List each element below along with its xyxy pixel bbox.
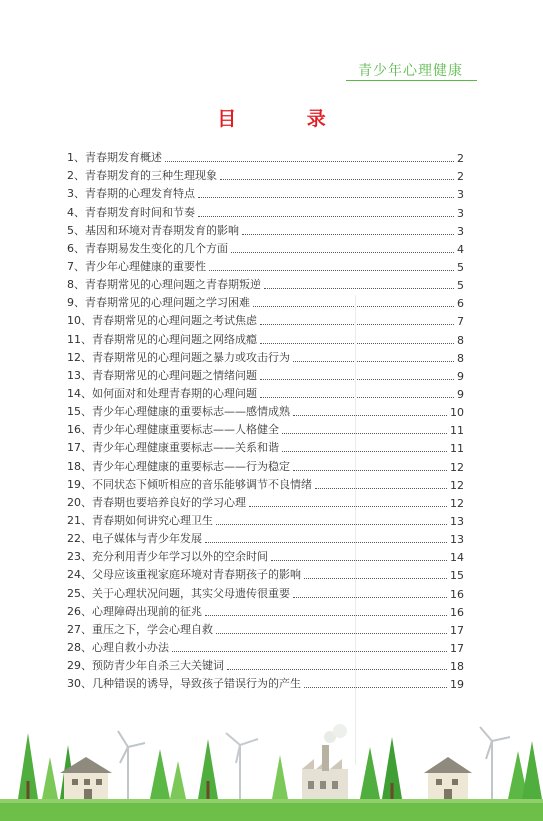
toc-item-number: 8、 xyxy=(67,278,85,292)
toc-item-number: 18、 xyxy=(67,459,92,473)
toc-item-leader xyxy=(315,488,447,489)
toc-item-title: 心理自救小办法 xyxy=(92,640,169,654)
toc-item-number: 23、 xyxy=(67,550,92,564)
toc-item-leader xyxy=(260,343,454,344)
toc-item-title: 青春期常见的心理问题之青春期叛逆 xyxy=(85,278,261,292)
toc-item-leader xyxy=(205,542,447,543)
toc-item-page: 6 xyxy=(457,297,464,311)
toc-item-leader xyxy=(198,216,454,217)
toc-item xyxy=(67,564,464,582)
toc-item-title: 青春期的心理发育特点 xyxy=(85,187,195,201)
toc-item-title: 青春期发育时间和节奏 xyxy=(85,205,195,219)
toc-item-number: 30、 xyxy=(67,677,92,691)
toc-item xyxy=(67,637,464,655)
toc-item-title: 基因和环境对青春期发育的影响 xyxy=(85,223,239,237)
toc-item-number: 12、 xyxy=(67,350,92,364)
toc-item-title: 心理障碍出现前的征兆 xyxy=(92,604,202,618)
toc-item xyxy=(67,383,464,401)
toc-item-page: 10 xyxy=(450,406,464,420)
toc-item-title: 父母应该重视家庭环境对青春期孩子的影响 xyxy=(92,568,301,582)
toc-item-leader xyxy=(205,615,447,616)
toc-list xyxy=(67,147,464,691)
toc-item-title: 青少年心理健康的重要性 xyxy=(85,259,206,273)
toc-item-leader xyxy=(271,560,447,561)
toc-item-leader xyxy=(242,234,454,235)
toc-item-page: 11 xyxy=(450,442,464,456)
toc-item-title: 青春期易发生变化的几个方面 xyxy=(85,241,228,255)
toc-item-title: 青春期常见的心理问题之考试焦虑 xyxy=(92,314,257,328)
toc-item-leader xyxy=(216,524,447,525)
toc-item-leader xyxy=(264,288,454,289)
toc-item-title: 预防青少年自杀三大关键词 xyxy=(92,659,224,673)
toc-item xyxy=(67,201,464,219)
toc-item-page: 17 xyxy=(450,641,464,655)
toc-item xyxy=(67,165,464,183)
toc-item-leader xyxy=(282,451,447,452)
toc-item-number: 24、 xyxy=(67,568,92,582)
toc-item-number: 26、 xyxy=(67,604,92,618)
toc-item xyxy=(67,455,464,473)
toc-item-page: 4 xyxy=(457,242,464,256)
toc-item xyxy=(67,492,464,510)
toc-item-number: 22、 xyxy=(67,532,92,546)
toc-item-number: 2、 xyxy=(67,169,85,183)
toc-item-number: 17、 xyxy=(67,441,92,455)
toc-item-page: 11 xyxy=(450,424,464,438)
toc-item-page: 8 xyxy=(457,333,464,347)
toc-item-number: 1、 xyxy=(67,151,85,165)
ground-stripe xyxy=(0,799,543,803)
toc-item-page: 9 xyxy=(457,369,464,383)
toc-item-leader xyxy=(260,324,454,325)
toc-item xyxy=(67,183,464,201)
toc-item-leader xyxy=(172,651,447,652)
toc-item-leader xyxy=(282,433,447,434)
toc-item-title: 青春期发育的三种生理现象 xyxy=(85,169,217,183)
toc-item-page: 19 xyxy=(450,678,464,692)
toc-item-title: 关于心理状况问题，其实父母遗传很重要 xyxy=(92,586,290,600)
toc-item xyxy=(67,274,464,292)
toc-item-page: 12 xyxy=(450,496,464,510)
toc-item-leader xyxy=(249,506,447,507)
toc-item-leader xyxy=(293,361,454,362)
toc-item-leader xyxy=(293,597,447,598)
toc-item-title: 青少年心理健康重要标志——人格健全 xyxy=(92,423,279,437)
toc-item xyxy=(67,310,464,328)
header-title: 青少年心理健康 xyxy=(358,63,463,79)
toc-item-page: 18 xyxy=(450,660,464,674)
toc-item-leader xyxy=(260,397,454,398)
toc-item-page: 17 xyxy=(450,623,464,637)
toc-item-number: 29、 xyxy=(67,659,92,673)
toc-item-page: 9 xyxy=(457,387,464,401)
toc-item-title: 青春期常见的心理问题之学习困难 xyxy=(85,296,250,310)
toc-item xyxy=(67,655,464,673)
toc-item-title: 重压之下，学会心理自救 xyxy=(92,622,213,636)
toc-item-number: 9、 xyxy=(67,296,85,310)
toc-item xyxy=(67,147,464,165)
toc-item-number: 14、 xyxy=(67,386,92,400)
toc-item-number: 20、 xyxy=(67,495,92,509)
toc-item-page: 3 xyxy=(457,188,464,202)
toc-item-leader xyxy=(220,179,454,180)
toc-item-number: 3、 xyxy=(67,187,85,201)
toc-item-page: 16 xyxy=(450,605,464,619)
toc-item xyxy=(67,365,464,383)
landscape-illustration xyxy=(0,711,543,821)
toc-item-number: 28、 xyxy=(67,640,92,654)
windmill-left xyxy=(118,731,145,799)
toc-item-number: 16、 xyxy=(67,423,92,437)
header-rule xyxy=(346,80,477,81)
toc-item-page: 2 xyxy=(457,152,464,166)
toc-item xyxy=(67,292,464,310)
toc-item-number: 7、 xyxy=(67,259,85,273)
toc-item xyxy=(67,474,464,492)
toc-title: 目 录 xyxy=(217,108,358,130)
toc-item xyxy=(67,619,464,637)
toc-item-number: 15、 xyxy=(67,405,92,419)
toc-item-page: 12 xyxy=(450,460,464,474)
toc-item-page: 8 xyxy=(457,351,464,365)
toc-item-leader xyxy=(304,687,447,688)
toc-item-leader xyxy=(227,669,447,670)
toc-item xyxy=(67,256,464,274)
toc-item-title: 如何面对和处理青春期的心理问题 xyxy=(92,386,257,400)
toc-item-page: 16 xyxy=(450,587,464,601)
toc-item-leader xyxy=(293,470,447,471)
toc-item-leader xyxy=(293,415,447,416)
toc-item-page: 15 xyxy=(450,569,464,583)
house-right xyxy=(424,757,472,799)
toc-item xyxy=(67,419,464,437)
toc-item-leader xyxy=(231,252,454,253)
toc-item-number: 10、 xyxy=(67,314,92,328)
toc-item-title: 青少年心理健康的重要标志——感情成熟 xyxy=(92,405,290,419)
toc-item-number: 21、 xyxy=(67,513,92,527)
toc-item-page: 13 xyxy=(450,514,464,528)
toc-item-leader xyxy=(198,197,454,198)
toc-item xyxy=(67,347,464,365)
toc-item xyxy=(67,510,464,528)
toc-item-number: 6、 xyxy=(67,241,85,255)
factory xyxy=(302,724,348,799)
windmill-center xyxy=(226,733,258,799)
toc-item xyxy=(67,401,464,419)
toc-item-number: 19、 xyxy=(67,477,92,491)
toc-item-page: 5 xyxy=(457,260,464,274)
toc-item xyxy=(67,328,464,346)
toc-item-title: 青春期也要培养良好的学习心理 xyxy=(92,495,246,509)
toc-item-number: 11、 xyxy=(67,332,92,346)
toc-item xyxy=(67,601,464,619)
toc-item xyxy=(67,582,464,600)
toc-item-number: 27、 xyxy=(67,622,92,636)
toc-item xyxy=(67,673,464,691)
windmill-right xyxy=(480,727,510,799)
toc-item-leader xyxy=(304,578,447,579)
toc-item-title: 青春期常见的心理问题之网络成瘾 xyxy=(92,332,257,346)
toc-item xyxy=(67,546,464,564)
toc-item-page: 12 xyxy=(450,478,464,492)
toc-item-number: 25、 xyxy=(67,586,92,600)
toc-item-page: 2 xyxy=(457,170,464,184)
toc-item-title: 青春期发育概述 xyxy=(85,151,162,165)
toc-item-title: 青春期常见的心理问题之暴力或攻击行为 xyxy=(92,350,290,364)
toc-item-page: 7 xyxy=(457,315,464,329)
toc-item xyxy=(67,437,464,455)
toc-item-page: 5 xyxy=(457,279,464,293)
tree-group-mid xyxy=(150,739,218,799)
toc-item-title: 青春期如何讲究心理卫生 xyxy=(92,513,213,527)
toc-item-page: 3 xyxy=(457,206,464,220)
toc-item-title: 电子媒体与青少年发展 xyxy=(92,532,202,546)
decorative-vertical-line xyxy=(355,295,356,765)
toc-item-number: 4、 xyxy=(67,205,85,219)
toc-item xyxy=(67,220,464,238)
toc-item-page: 3 xyxy=(457,224,464,238)
toc-item xyxy=(67,528,464,546)
toc-item-page: 13 xyxy=(450,533,464,547)
toc-item-leader xyxy=(253,306,454,307)
toc-item xyxy=(67,238,464,256)
toc-item-number: 5、 xyxy=(67,223,85,237)
toc-item-leader xyxy=(209,270,454,271)
toc-item-title: 青少年心理健康重要标志——关系和谐 xyxy=(92,441,279,455)
toc-item-title: 青春期常见的心理问题之情绪问题 xyxy=(92,368,257,382)
toc-item-number: 13、 xyxy=(67,368,92,382)
toc-item-leader xyxy=(260,379,454,380)
toc-item-title: 充分利用青少年学习以外的空余时间 xyxy=(92,550,268,564)
toc-item-title: 不同状态下倾听相应的音乐能够调节不良情绪 xyxy=(92,477,312,491)
toc-item-leader xyxy=(165,161,454,162)
toc-item-leader xyxy=(216,633,447,634)
toc-item-title: 青少年心理健康的重要标志——行为稳定 xyxy=(92,459,290,473)
tree-group-far-right xyxy=(508,741,542,799)
toc-item-title: 几种错误的诱导，导致孩子错误行为的产生 xyxy=(92,677,301,691)
toc-item-page: 14 xyxy=(450,551,464,565)
